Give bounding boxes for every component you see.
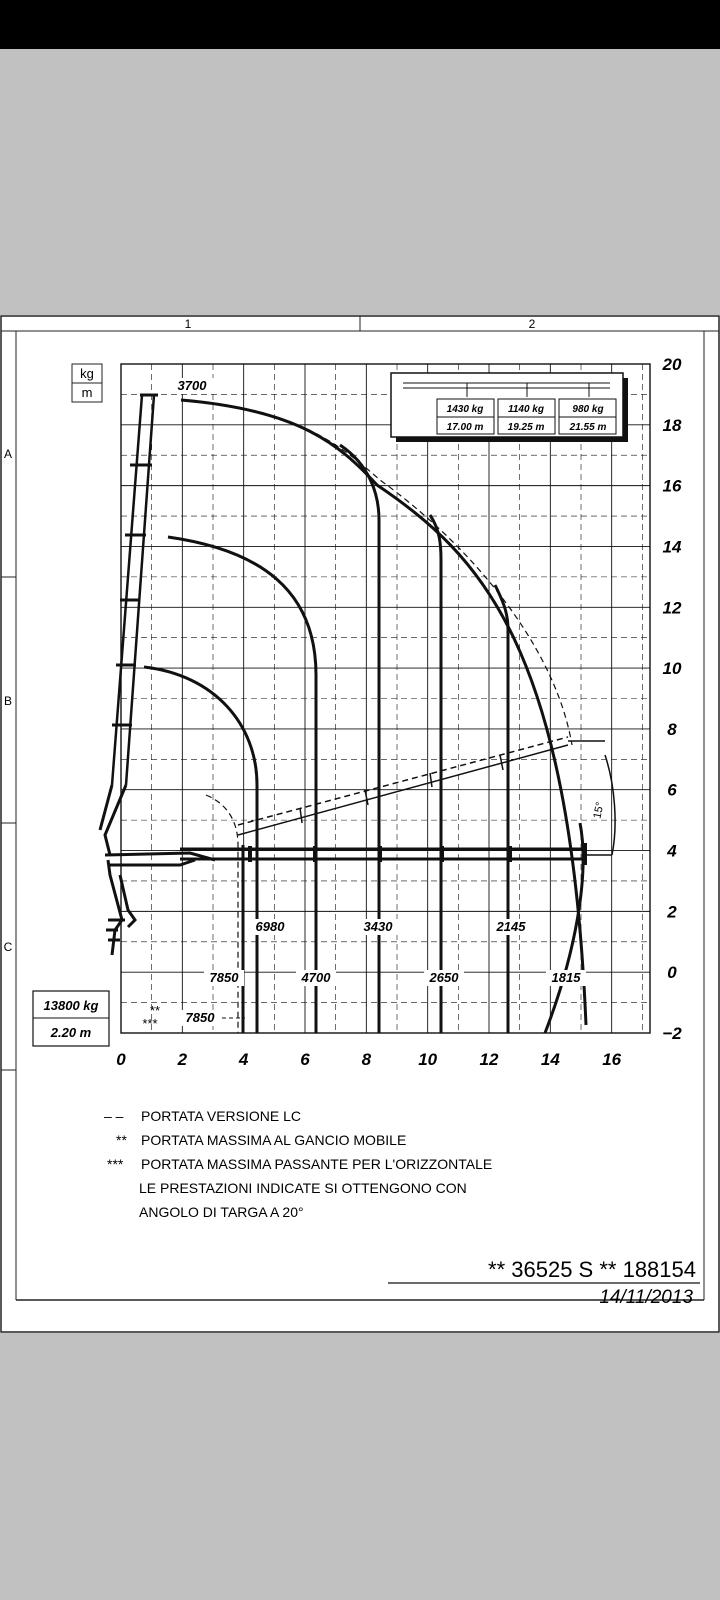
units-m: m: [81, 385, 93, 400]
row-label-a: A: [3, 447, 13, 461]
x-tick-label: 16: [602, 1050, 622, 1069]
legend-marker-2: **: [116, 1132, 127, 1148]
load-chart-diagram: [0, 315, 720, 1333]
column-label-1: 1: [184, 317, 192, 331]
legend-text-4: LE PRESTAZIONI INDICATE SI OTTENGONO CON: [139, 1180, 467, 1196]
y-tick-label: 8: [667, 719, 677, 739]
jib-load-2: 1140 kg: [508, 404, 544, 415]
label-1815: 1815: [551, 970, 581, 985]
y-tick-label: 0: [667, 963, 677, 983]
y-tick-label: 16: [662, 476, 682, 496]
x-tick-label: 6: [300, 1050, 310, 1069]
row-label-c: C: [3, 940, 13, 954]
x-tick-label: 12: [479, 1050, 499, 1069]
stars-triple: ***: [142, 1016, 158, 1031]
legend-text-3: PORTATA MASSIMA PASSANTE PER L'ORIZZONTALE: [141, 1156, 493, 1172]
x-tick-label: 0: [116, 1050, 126, 1069]
x-tick-label: 4: [238, 1050, 249, 1069]
legend-text-2: PORTATA MASSIMA AL GANCIO MOBILE: [141, 1132, 407, 1148]
label-7850-a: 7850: [209, 970, 239, 985]
jib-reach-3: 21.55 m: [569, 422, 607, 433]
label-2145: 2145: [496, 919, 526, 934]
drawing-sheet: [0, 315, 720, 1333]
y-tick-label: 20: [662, 355, 682, 374]
crane-boom-inclined: [238, 737, 615, 855]
y-tick-label: 14: [662, 537, 682, 557]
crane-boom-horizontal: [180, 843, 585, 865]
legend-marker-1: – –: [104, 1108, 124, 1124]
jib-load-1: 1430 kg: [446, 404, 484, 415]
jib-load-3: 980 kg: [572, 404, 604, 415]
x-tick-label: 2: [177, 1050, 188, 1069]
drawing-date: 14/11/2013: [599, 1287, 693, 1308]
column-label-2: 2: [528, 317, 536, 331]
row-label-b: B: [3, 694, 13, 708]
label-6980: 6980: [255, 919, 285, 934]
x-tick-label: 10: [418, 1050, 438, 1069]
label-4700: 4700: [301, 970, 331, 985]
legend: [104, 1108, 492, 1220]
y-tick-label: 12: [662, 598, 682, 618]
x-tick-label: 14: [540, 1050, 560, 1069]
crane-boom-vertical: [100, 395, 158, 855]
jib-reach-1: 17.00 m: [446, 422, 484, 433]
angle-label: 15°: [591, 800, 607, 820]
drawing-code: ** 36525 S ** 188154: [488, 1257, 696, 1282]
legend-text-5: ANGOLO DI TARGA A 20°: [139, 1204, 304, 1220]
legend-text-1: PORTATA VERSIONE LC: [141, 1108, 302, 1124]
x-axis-ticks: [116, 1050, 621, 1069]
legend-marker-3: ***: [107, 1156, 124, 1172]
max-load-reach: 2.20 m: [50, 1025, 92, 1040]
y-axis-ticks: [662, 355, 683, 1043]
y-tick-label: 2: [667, 902, 677, 922]
units-box: [72, 364, 102, 402]
label-7850-b: 7850: [185, 1010, 215, 1025]
y-tick-label: 4: [667, 841, 677, 861]
max-load-value: 13800 kg: [43, 998, 99, 1013]
jib-reach-2: 19.25 m: [507, 422, 545, 433]
curve-2145: [495, 585, 508, 1033]
curve-3430: [340, 445, 379, 1033]
y-tick-label: 6: [667, 780, 677, 800]
stars-double: **: [149, 1003, 161, 1018]
jib-table: [391, 373, 628, 442]
label-3700: 3700: [177, 378, 207, 393]
y-tick-label: 10: [662, 659, 682, 679]
max-load-box: [33, 991, 109, 1046]
units-kg: kg: [80, 366, 94, 381]
label-3430: 3430: [363, 919, 393, 934]
y-tick-label: −2: [662, 1024, 682, 1043]
x-tick-label: 8: [361, 1050, 372, 1069]
y-tick-label: 18: [662, 415, 682, 435]
status-bar: [0, 0, 720, 49]
label-2650: 2650: [429, 970, 459, 985]
